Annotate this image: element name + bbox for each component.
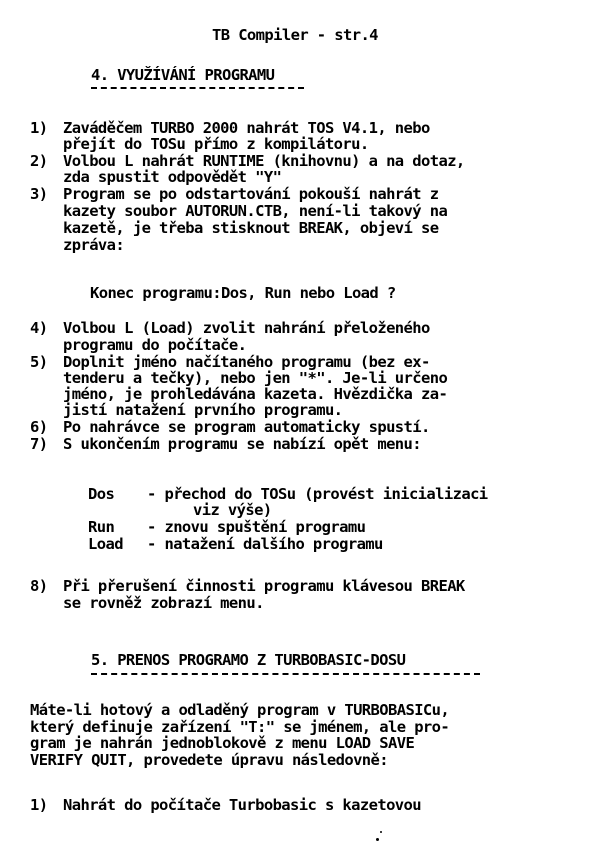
menu-key-load: Load: [88, 535, 123, 553]
menu-desc-dos: - přechod do TOSu (provést inicializaci: [147, 485, 488, 503]
item-line: kazetě, je třeba stisknout BREAK, objeví se: [63, 219, 439, 237]
scan-speck: [380, 831, 382, 833]
menu-key-dos: Dos: [88, 485, 115, 503]
item-line: tenderu a tečky), nebo jen "*". Je-li určeno: [63, 369, 448, 387]
item-number: 2): [30, 152, 48, 170]
item-number: 8): [30, 577, 48, 595]
paragraph-line: který definuje zařízení "T:" se jménem, ale pro-: [30, 718, 450, 736]
item-line: zpráva:: [63, 236, 125, 254]
item-line: se rovněž zobrazí menu.: [63, 594, 264, 612]
item-number: 5): [30, 353, 48, 371]
section-4-heading: 4. VYUŽÍVÁNÍ PROGRAMU: [91, 66, 275, 84]
menu-key-run: Run: [88, 518, 115, 536]
item-line: Volbou L (Load) zvolit nahrání přeloženého: [63, 319, 430, 337]
item-number: 3): [30, 185, 48, 203]
item-number: 7): [30, 435, 48, 453]
section-4-underline: [91, 87, 304, 89]
scan-speck: [376, 838, 379, 841]
item-number: 4): [30, 319, 48, 337]
menu-desc-load: - natažení dalšího programu: [147, 535, 383, 553]
item-line: Volbou L nahrát RUNTIME (knihovnu) a na dotaz,: [63, 152, 465, 170]
item-line: Zaváděčem TURBO 2000 nahrát TOS V4.1, nebo: [63, 119, 430, 137]
item-number: 1): [30, 796, 48, 814]
item-line: kazety soubor AUTORUN.CTB, není-li takový na: [63, 202, 448, 220]
paragraph-line: gram je nahrán jednoblokově z menu LOAD SAVE: [30, 734, 415, 752]
item-line: Při přerušení činnosti programu klávesou BREAK: [63, 577, 465, 595]
section-5-underline: [91, 673, 480, 675]
menu-desc-run: - znovu spuštění programu: [147, 518, 366, 536]
item-line: Po nahrávce se program automaticky spustí.: [63, 418, 430, 436]
page-header: TB Compiler - str.4: [212, 26, 378, 44]
item-line: jméno, je prohledávána kazeta. Hvězdička za-: [63, 385, 448, 403]
item-line: S ukončením programu se nabízí opět menu:: [63, 435, 422, 453]
item-line: zda spustit odpovědět "Y": [63, 168, 282, 186]
menu-desc-dos-cont: viz výše): [193, 501, 272, 519]
item-line: Doplnit jméno načítaného programu (bez ex-: [63, 353, 430, 371]
item-number: 1): [30, 119, 48, 137]
paragraph-line: Máte-li hotový a odladěný program v TURBOBASICu,: [30, 701, 450, 719]
section-5-heading: 5. PRENOS PROGRAMO Z TURBOBASIC-DOSU: [91, 651, 406, 669]
paragraph-line: VERIFY QUIT, provedete úpravu následovně:: [30, 751, 389, 769]
item-line: jistí natažení prvního programu.: [63, 401, 343, 419]
item-line: programu do počítače.: [63, 336, 247, 354]
item-line: Nahrát do počítače Turbobasic s kazetovou: [63, 796, 422, 814]
item-line: přejít do TOSu přímo z kompilátoru.: [63, 135, 369, 153]
item-line: Program se po odstartování pokouší nahrát z: [63, 185, 439, 203]
item-number: 6): [30, 418, 48, 436]
program-end-prompt: Konec programu:Dos, Run nebo Load ?: [90, 284, 396, 302]
